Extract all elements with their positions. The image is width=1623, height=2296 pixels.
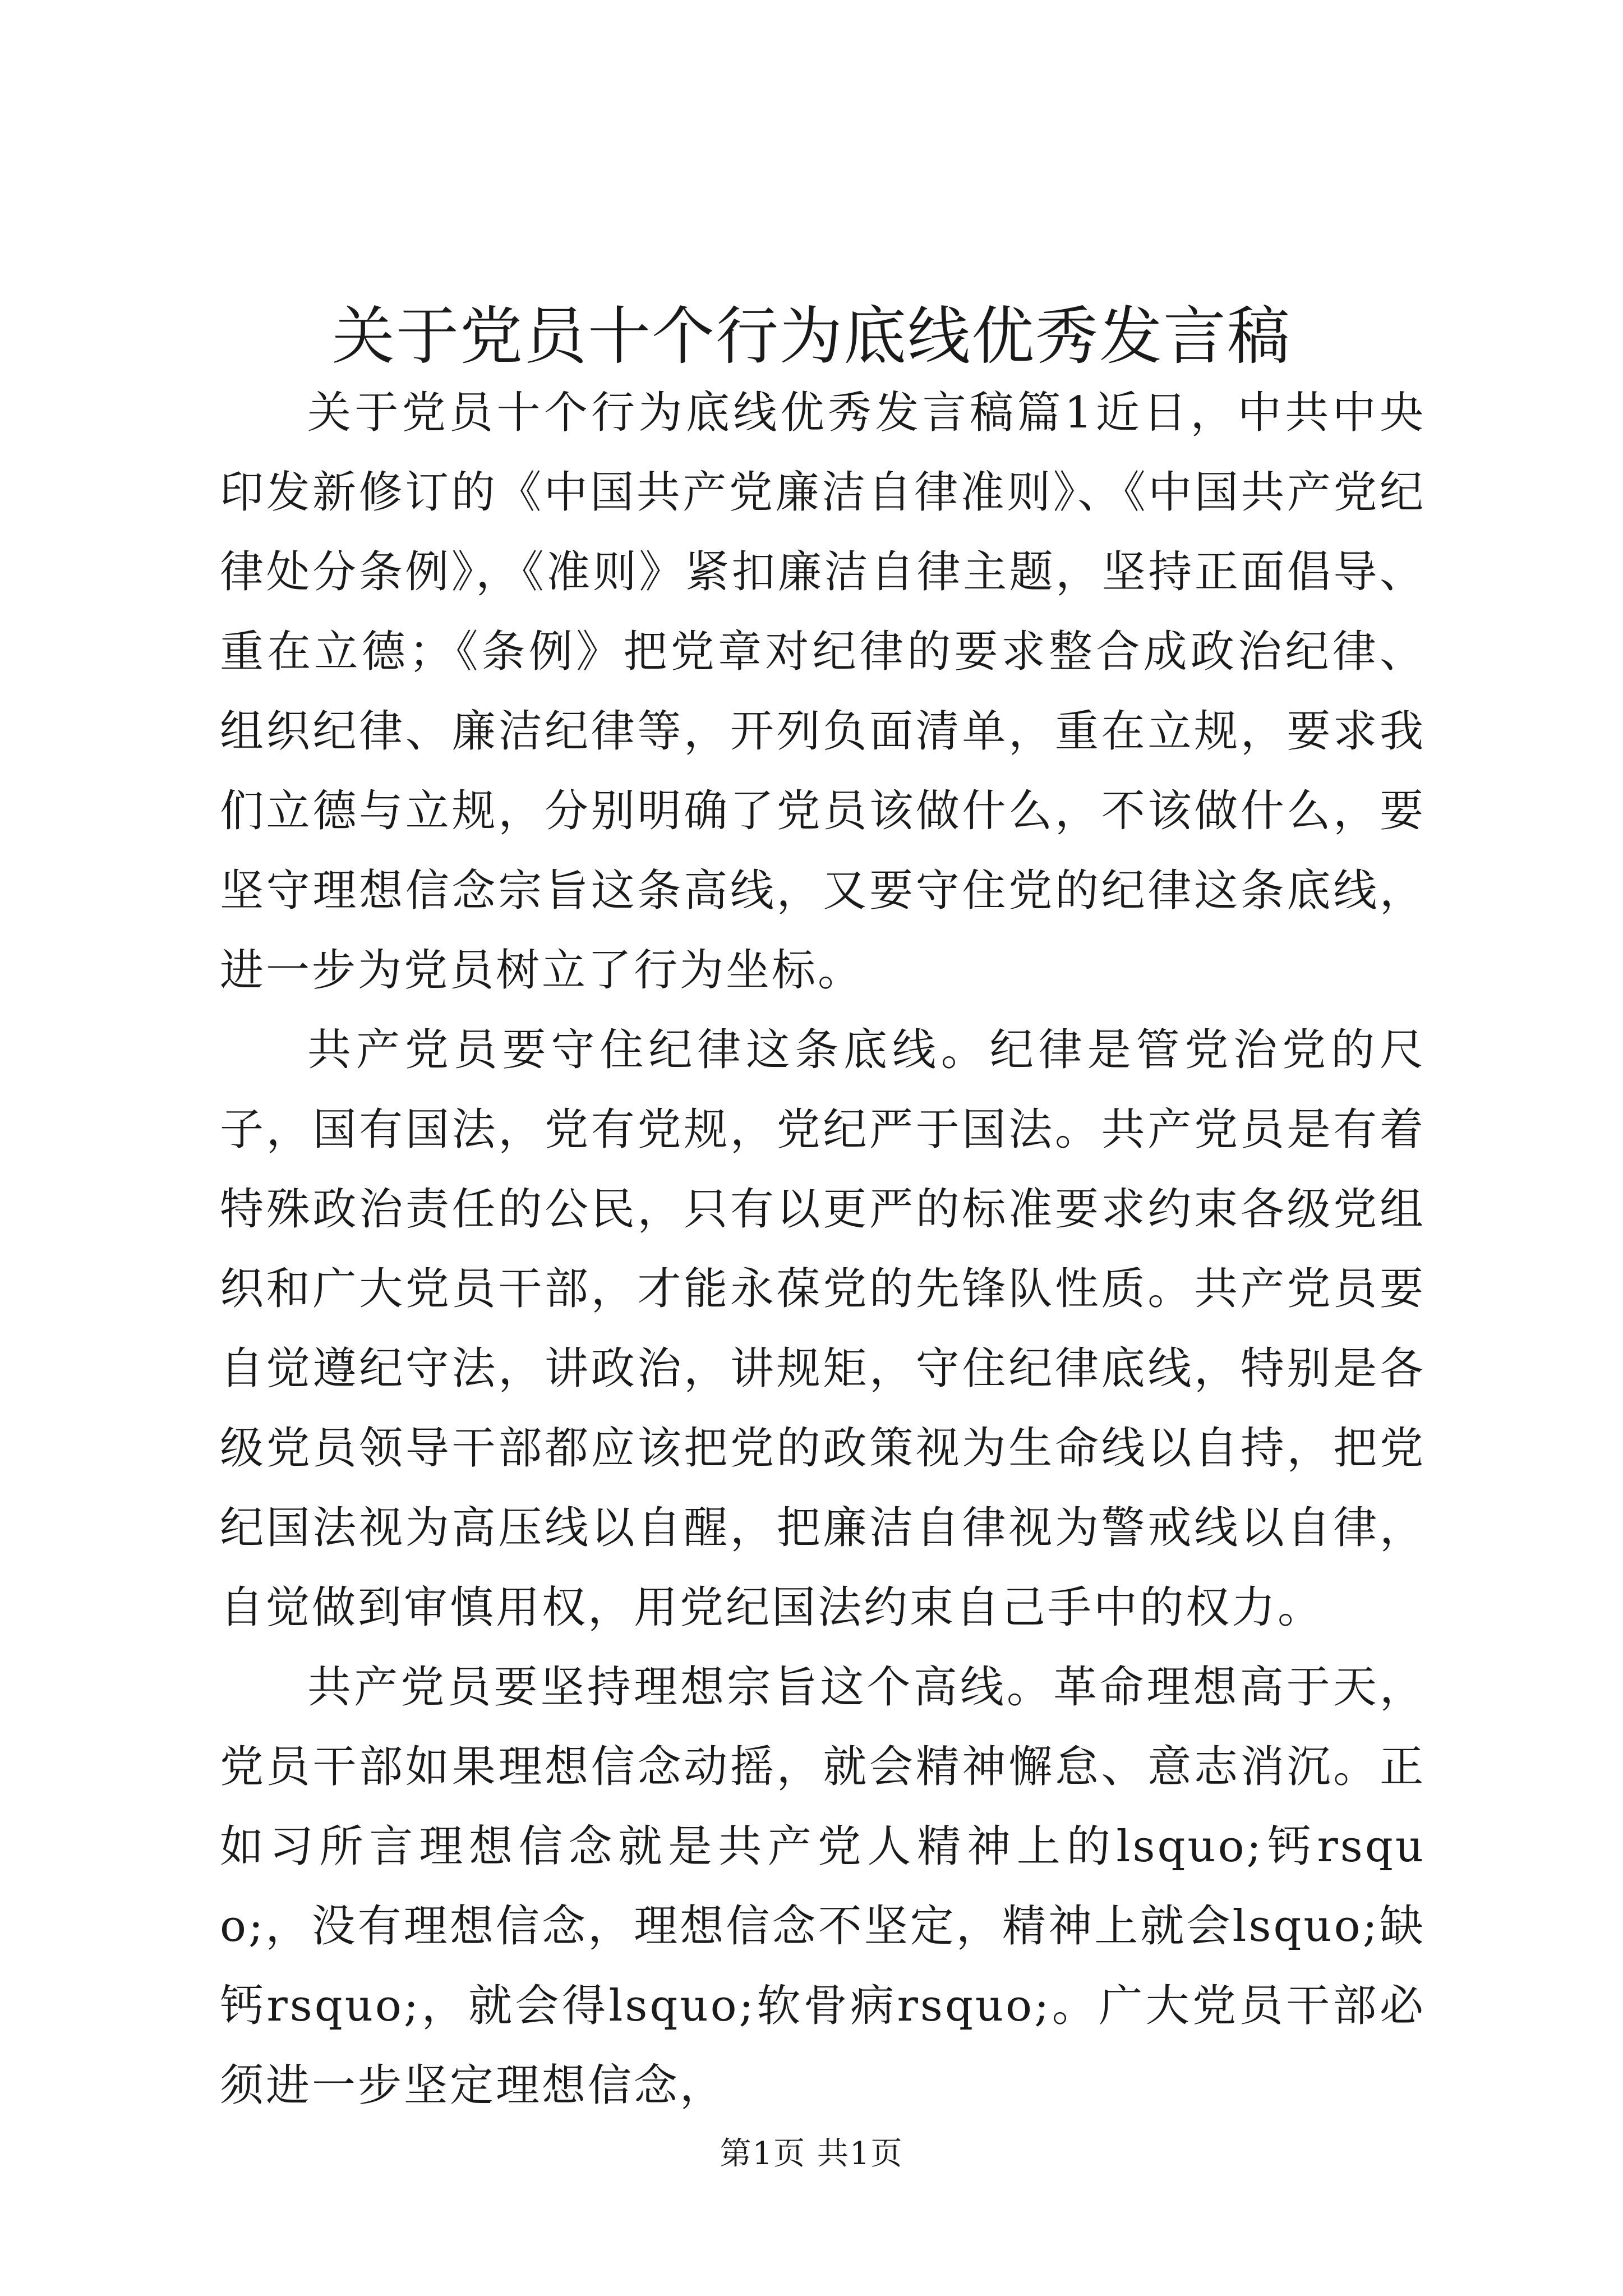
document-body — [220, 373, 1426, 2125]
document-title: 关于党员十个行为底线优秀发言稿 — [332, 300, 1291, 374]
paragraph-2: 共产党员要守住纪律这条底线。纪律是管党治党的尺子，国有国法，党有党规，党纪严于国法。共产党员是有着特殊政治责任的公民，只有以更严的标准要求约束各级党组织和广大党员干部，才能永葆党的先锋队性质。共产党员要自觉遵纪守法，讲政治，讲规矩，守住纪律底线，特别是各级党员领导干部都应该把党的政策视为生命线以自持，把党纪国法视为高压线以自醒，把廉洁自律视为警戒线以自律，自觉做到审慎用权，用党纪国法约束自己手中的权力。 — [220, 1025, 1426, 1633]
paragraph-3: 共产党员要坚持理想宗旨这个高线。革命理想高于天，党员干部如果理想信念动摇，就会精神懈怠、意志消沉。正如习所言理想信念就是共产党人精神上的lsquo;钙rsquo;，没有理想信念，理想信念不坚定，精神上就会lsquo;缺钙rsquo;，就会得lsquo;软骨病rsquo;。广大党员干部必须进一步坚定理想信念， — [220, 1662, 1426, 2111]
page-footer: 第1页 共1页 — [720, 2136, 903, 2172]
paragraph-1: 关于党员十个行为底线优秀发言稿篇1近日，中共中央印发新修订的《中国共产党廉洁自律准则》、《中国共产党纪律处分条例》，《准则》紧扣廉洁自律主题，坚持正面倡导、重在立德；《条例》把党章对纪律的要求整合成政治纪律、组织纪律、廉洁纪律等，开列负面清单，重在立规，要求我们立德与立规，分别明确了党员该做什么，不该做什么，要坚守理想信念宗旨这条高线，又要守住党的纪律这条底线，进一步为党员树立了行为坐标。 — [220, 388, 1426, 996]
